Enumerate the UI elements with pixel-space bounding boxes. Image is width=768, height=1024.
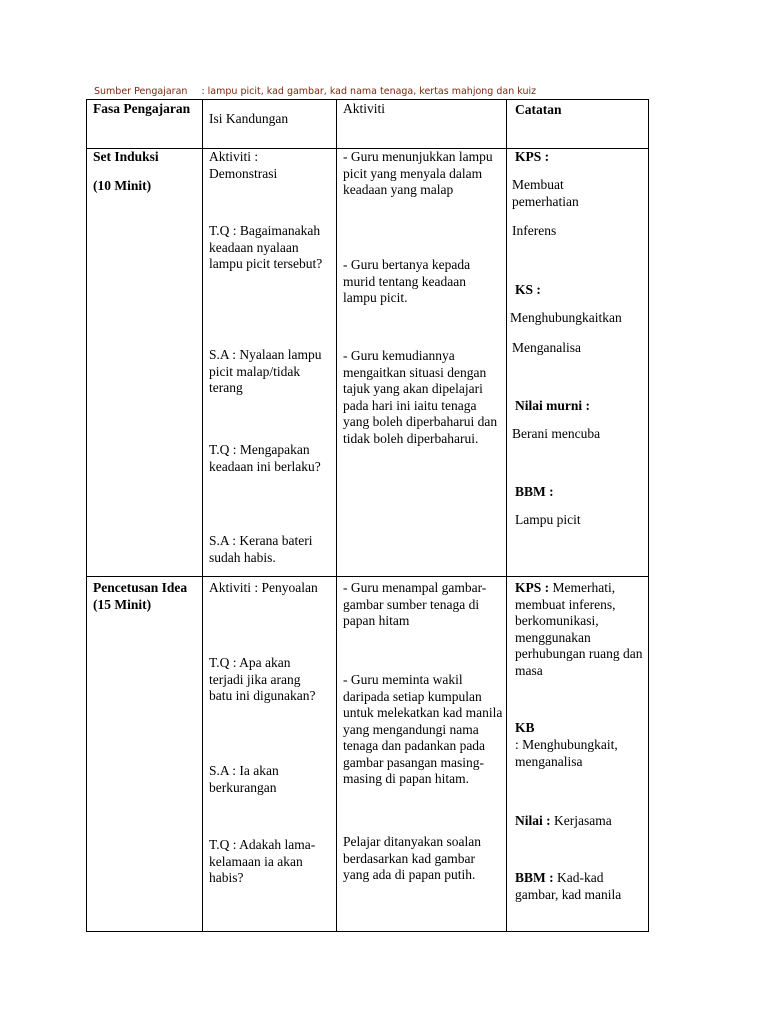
aktiviti-item: - Guru meminta wakil daripada setiap kumpulan untuk melekatkan kad manila yang mengandungi nama tenaga dan padankan pada gambar pasangan masing-masing di papan hitam. [343, 672, 503, 786]
bbm-label: BBM : [515, 870, 554, 885]
nilai-block [515, 813, 612, 830]
kps-item: Inferens [512, 223, 557, 238]
aktiviti-item: - Guru bertanya kepada murid tentang keadaan lampu picit. [343, 257, 471, 305]
fasa-title: Set Induksi [93, 149, 159, 164]
isi-item: Aktiviti : Penyoalan [209, 580, 318, 595]
fasa-time: (10 Minit) [93, 178, 152, 193]
ks-label: KS : [515, 282, 541, 297]
header-row [87, 100, 649, 149]
kps-block [515, 580, 645, 679]
nilai-label: Nilai murni : [515, 398, 591, 413]
ks-item: Menganalisa [512, 340, 581, 355]
ks-item: Menghubungkaitkan [510, 310, 622, 325]
isi-item: T.Q : Apa akan terjadi jika arang batu ini digunakan? [209, 655, 316, 703]
isi-item: Aktiviti : Demonstrasi [209, 149, 278, 181]
aktiviti-item: Pelajar ditanyakan soalan berdasarkan kad gambar yang ada di papan putih. [343, 834, 481, 882]
kb-label: KB [515, 720, 535, 735]
aktiviti-item: - Guru menunjukkan lampu picit yang menyala dalam keadaan yang malap [343, 149, 493, 197]
nilai-label: Nilai : [515, 813, 551, 828]
kps-value: Memerhati, membuat inferens, berkomunikasi, menggunakan perhubungan ruang dan masa [515, 580, 643, 678]
lesson-plan-table [86, 99, 649, 932]
header-fasa: Fasa Pengajaran [93, 101, 191, 116]
bbm-value: Lampu picit [515, 512, 581, 527]
isi-item: T.Q : Adakah lama-kelamaan ia akan habis? [209, 837, 316, 885]
bbm-label: BBM : [515, 484, 554, 499]
kb-value: : Menghubungkait, menganalisa [515, 737, 618, 769]
header-aktiviti: Aktiviti [343, 101, 386, 116]
isi-item: T.Q : Bagaimanakah keadaan nyalaan lampu picit tersebut? [209, 223, 323, 271]
nilai-value: Kerjasama [554, 813, 612, 828]
aktiviti-item: - Guru kemudiannya mengaitkan situasi dengan tajuk yang akan dipelajari pada hari ini iaitu tenaga yang boleh diperbaharui dan tidak boleh diperbaharui. [343, 348, 498, 446]
kps-label: KPS : [515, 149, 550, 164]
teaching-resources-line [94, 86, 536, 97]
kps-label: KPS : [515, 580, 550, 595]
nilai-value: Berani mencuba [512, 426, 601, 441]
bbm-block [515, 870, 645, 903]
kps-item: Membuat pemerhatian [512, 177, 579, 209]
fasa-title: Pencetusan Idea (15 Minit) [93, 580, 188, 612]
row-pencetusan-idea [87, 577, 649, 932]
row-set-induksi [87, 149, 649, 577]
bbm-value: Kad-kad gambar, kad manila [515, 870, 622, 902]
source-value: : lampu picit, kad gambar, kad nama tenaga, kertas mahjong dan kuiz [201, 86, 537, 97]
header-isi: Isi Kandungan [209, 111, 289, 126]
isi-item: S.A : Nyalaan lampu picit malap/tidak terang [209, 347, 322, 395]
header-catatan: Catatan [515, 102, 562, 117]
isi-item: T.Q : Mengapakan keadaan ini berlaku? [209, 442, 321, 474]
source-label: Sumber Pengajaran [94, 86, 188, 97]
isi-item: S.A : Kerana bateri sudah habis. [209, 533, 313, 565]
aktiviti-item: - Guru menampal gambar-gambar sumber tenaga di papan hitam [343, 580, 487, 628]
isi-item: S.A : Ia akan berkurangan [209, 763, 279, 795]
